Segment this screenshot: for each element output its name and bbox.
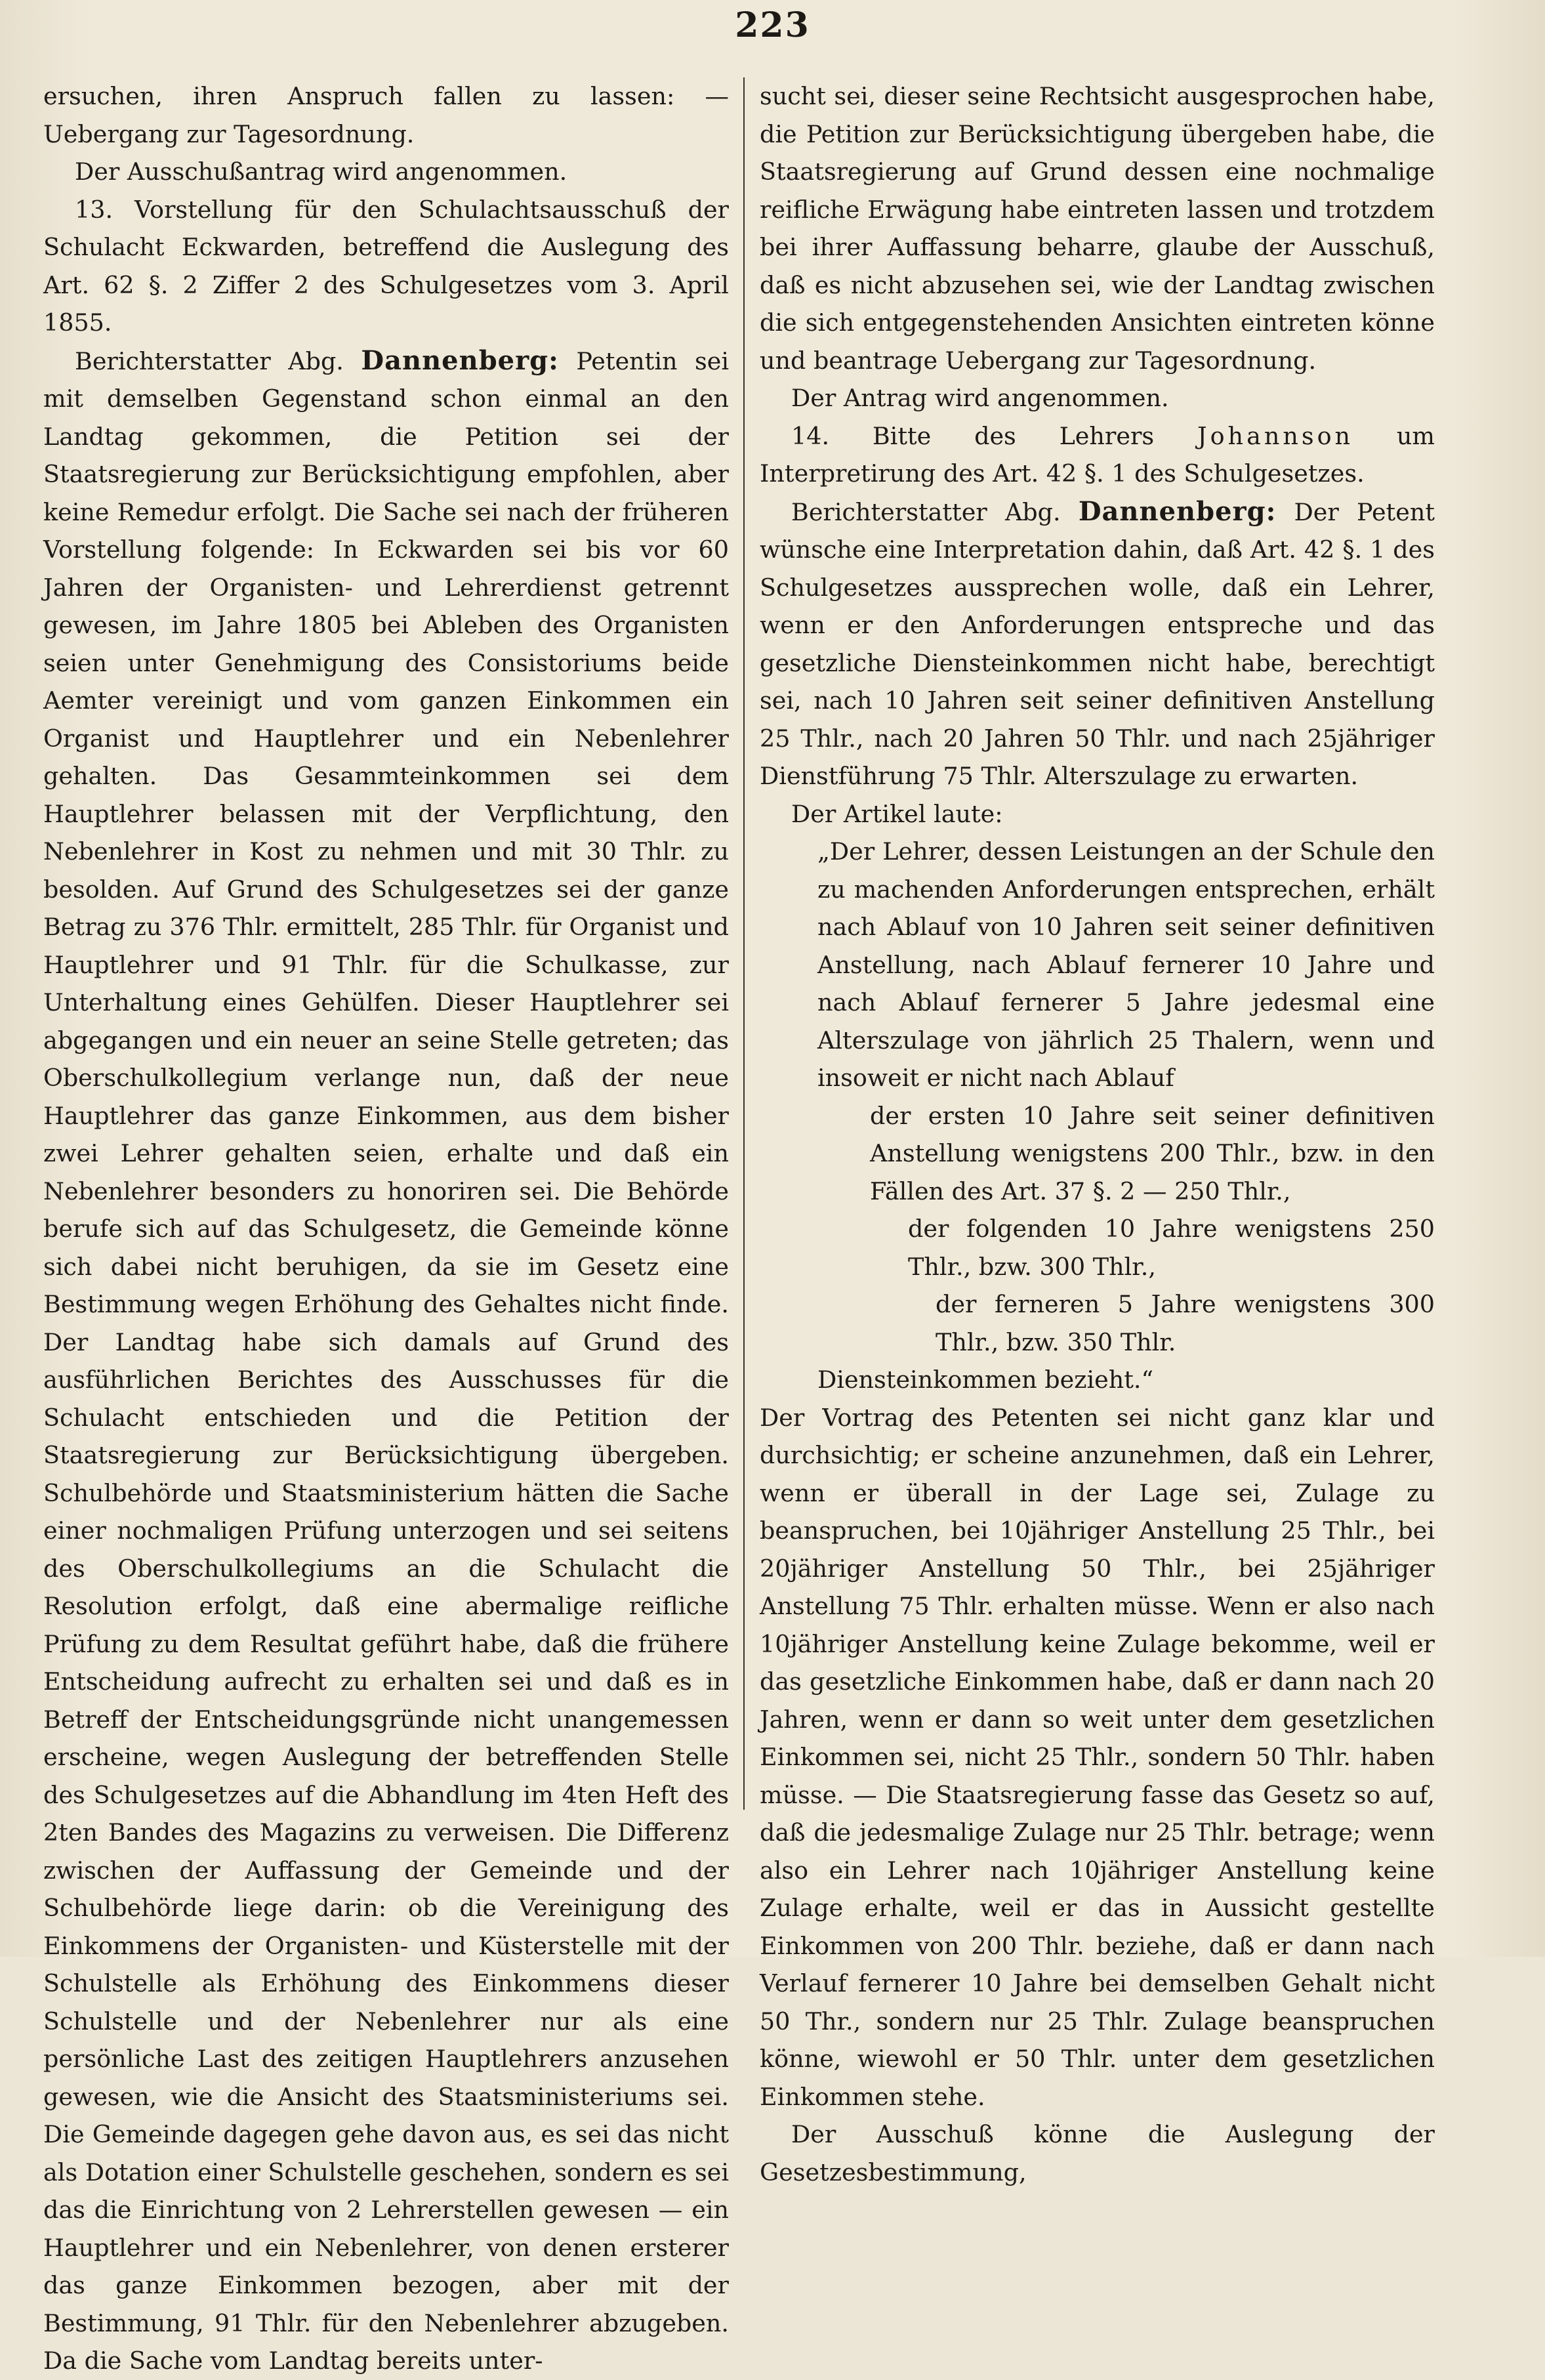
paragraph: Der Antrag wird angenommen. — [791, 384, 1169, 412]
paragraph — [43, 342, 729, 2380]
page-number: 223 — [735, 5, 810, 45]
quote-line: „Der Lehrer, dessen Leistungen an der Schule den zu machenden Anforderungen entsprechen, erhält nach Ablauf von 10 Jahren seit seiner definitiven Anstellung, nach Ablauf fernerer 10 Jahre und nach Ablauf fernerer 5 Jahre jedesmal eine Alterszulage von jährlich 25 Thalern, wenn und insoweit er nicht nach Ablauf — [817, 837, 1435, 1092]
text-run: Berichterstatter Abg. — [75, 346, 361, 375]
quote-line: Diensteinkommen bezieht.“ — [817, 1366, 1154, 1394]
text-run: 14. Bitte des Lehrers — [791, 421, 1197, 450]
paragraph: Der Vortrag des Petenten sei nicht ganz klar und durchsichtig; er scheine anzunehmen, daß ein Lehrer, wenn er überall in der Lage sei, Zulage zu beanspruchen, bei 10jähriger Anstellung 25 Thlr., bei 20jähriger Anstellung 50 Thlr., bei 25jähriger Anstellung 75 Thlr. erhalten müsse. Wenn er also nach 10jähriger Anstellung keine Zulage bekomme, weil er das gesetzliche Einkommen habe, daß er dann nach 20 Jahren, wenn er dann so weit unter dem gesetzlichen Einkommen sei, nicht 25 Thlr., sondern 50 Thlr. haben müsse. — Die Staatsregierung fasse das Gesetz so auf, daß die jedesmalige Zulage nur 25 Thlr. betrage; wenn also ein Lehrer nach 10jähriger Anstellung keine Zulage erhalte, weil er das in Aussicht gestellte Einkommen von 200 Thlr. beziehe, daß er dann nach Verlauf fernerer 10 Jahre bei demselben Gehalt nicht 50 Thr., sondern nur 25 Thlr. Zulage beanspruchen könne, wiewohl er 50 Thlr. unter dem gesetzlichen Einkommen stehe. — [760, 1403, 1435, 2111]
text-run: Berichterstatter Abg. — [791, 497, 1079, 526]
paragraph: 13. Vorstellung für den Schulachtsausschuß der Schulacht Eckwarden, betreffend die Auslegung des Art. 62 §. 2 Ziffer 2 des Schulgesetzes vom 3. April 1855. — [43, 195, 729, 337]
left-column — [43, 77, 730, 2375]
paragraph: Der Artikel laute: — [791, 799, 1003, 828]
text-run: Petentin sei mit demselben Gegenstand schon einmal an den Landtag gekommen, die Petition sei der Staatsregierung zur Berücksichtigung empfohlen, aber keine Remedur erfolgt. Die Sache sei nach der früheren Vorstellung folgende: In Eckwarden sei bis vor 60 Jahren der Organisten- und Lehrerdienst getrennt gewesen, im Jahre 1805 bei Ableben des Organisten seien unter Genehmigung des Consistoriums beide Aemter vereinigt und vom ganzen Einkommen ein Organist und Hauptlehrer und ein Nebenlehrer gehalten. Das Gesammteinkommen sei dem Hauptlehrer belassen mit der Verpflichtung, den Nebenlehrer in Kost zu nehmen und mit 30 Thlr. zu besolden. Auf Grund des Schulgesetzes sei der ganze Betrag zu 376 Thlr. ermittelt, 285 Thlr. für Organist und Hauptlehrer und 91 Thlr. für die Schulkasse, zur Unterhaltung eines Gehülfen. Dieser Hauptlehrer sei abgegangen und ein neuer an seine Stelle getreten; das Oberschulkollegium verlange nun, daß der neue Hauptlehrer das ganze Einkommen, aus dem bisher zwei Lehrer gehalten seien, erhalte und daß ein Nebenlehrer besonders zu honoriren sei. Die Behörde berufe sich auf das Schulgesetz, die Gemeinde könne sich dabei nicht beruhigen, da sie im Gesetz eine Bestimmung wegen Erhöhung des Gehaltes nicht finde. Der Landtag habe sich damals auf Grund des ausführlichen Berichtes des Ausschusses für die Schulacht entschieden und die Petition der Staatsregierung zur Berücksichtigung übergeben. Schulbehörde und Staatsministerium hätten die Sache einer nochmaligen Prüfung unterzogen und sei seitens des Oberschulkollegiums an die Schulacht die Resolution erfolgt, daß eine abermalige reifliche Prüfung zu dem Resultat geführt habe, daß die frühere Entscheidung aufrecht zu erhalten sei und daß es in Betreff der Entscheidungsgründe nicht unangemessen erscheine, wegen Auslegung der betreffenden Stelle des Schulgesetzes auf die Abhandlung im 4ten Heft des 2ten Bandes des Magazins zu verweisen. Die Differenz zwischen der Auffassung der Gemeinde und der Schulbehörde liege darin: ob die Vereinigung des Einkommens der Organisten- und Küsterstelle mit der Schulstelle als Erhöhung des Einkommens dieser Schulstelle und der Nebenlehrer nur als eine persönliche Last des zeitigen Hauptlehrers anzusehen gewesen, wie die Ansicht des Staatsministeriums sei. Die Gemeinde dagegen gehe davon aus, es sei das nicht als Dotation einer Schulstelle geschehen, sondern es sei das die Einrichtung von 2 Lehrerstellen gewesen — ein Hauptlehrer und ein Nebenlehrer, von denen ersterer das ganze Einkommen bezogen, aber mit der Bestimmung, 91 Thlr. für den Nebenlehrer abzugeben. Da die Sache vom Landtag bereits unter- — [43, 346, 730, 2375]
quote-line: der ersten 10 Jahre seit seiner definitiven Anstellung wenigstens 200 Thlr., bzw. in den Fällen des Art. 37 §. 2 — 250 Thlr., — [870, 1101, 1435, 1205]
speaker-name: Dannenberg: — [1078, 495, 1277, 527]
paragraph — [760, 417, 1435, 493]
speaker-name: Dannenberg: — [361, 344, 559, 376]
text-run: um Interpretirung des Art. 42 §. 1 des Schulgesetzes. — [760, 421, 1435, 488]
quote-line: der folgenden 10 Jahre wenigstens 250 Thlr., bzw. 300 Thlr., — [908, 1215, 1435, 1281]
quote-line: der ferneren 5 Jahre wenigstens 300 Thlr., bzw. 350 Thlr. — [936, 1290, 1435, 1356]
right-column — [760, 77, 1435, 2186]
paragraph: Der Ausschuß könne die Auslegung der Gesetzesbestimmung, — [760, 2120, 1435, 2186]
article-quote — [760, 833, 1435, 1399]
paragraph — [760, 493, 1435, 795]
paragraph: sucht sei, dieser seine Rechtsicht ausgesprochen habe, die Petition zur Berücksichtigung übergeben habe, die Staatsregierung auf Grund dessen eine nochmalige reifliche Erwägung habe eintreten lassen und trotzdem bei ihrer Auffassung beharre, glaube der Ausschuß, daß es nicht abzusehen sei, wie der Landtag zwischen die sich entgegenstehenden Ansichten eintreten könne und beantrage Uebergang zur Tagesordnung. — [760, 82, 1435, 375]
paragraph: ersuchen, ihren Anspruch fallen zu lassen: — Uebergang zur Tagesordnung. — [43, 82, 729, 148]
person-name: Johannson — [1197, 421, 1354, 450]
column-divider — [743, 77, 745, 1810]
paragraph: Der Ausschußantrag wird angenommen. — [75, 157, 567, 186]
text-run: Der Petent wünsche eine Interpretation dahin, daß Art. 42 §. 1 des Schulgesetzes aussprechen wolle, daß ein Lehrer, wenn er den Anforderungen entspreche und das gesetzliche Diensteinkommen nicht habe, berechtigt sei, nach 10 Jahren seit seiner definitiven Anstellung 25 Thlr., nach 20 Jahren 50 Thlr. und nach 25jähriger Dienstführung 75 Thlr. Alterszulage zu erwarten. — [760, 497, 1435, 790]
